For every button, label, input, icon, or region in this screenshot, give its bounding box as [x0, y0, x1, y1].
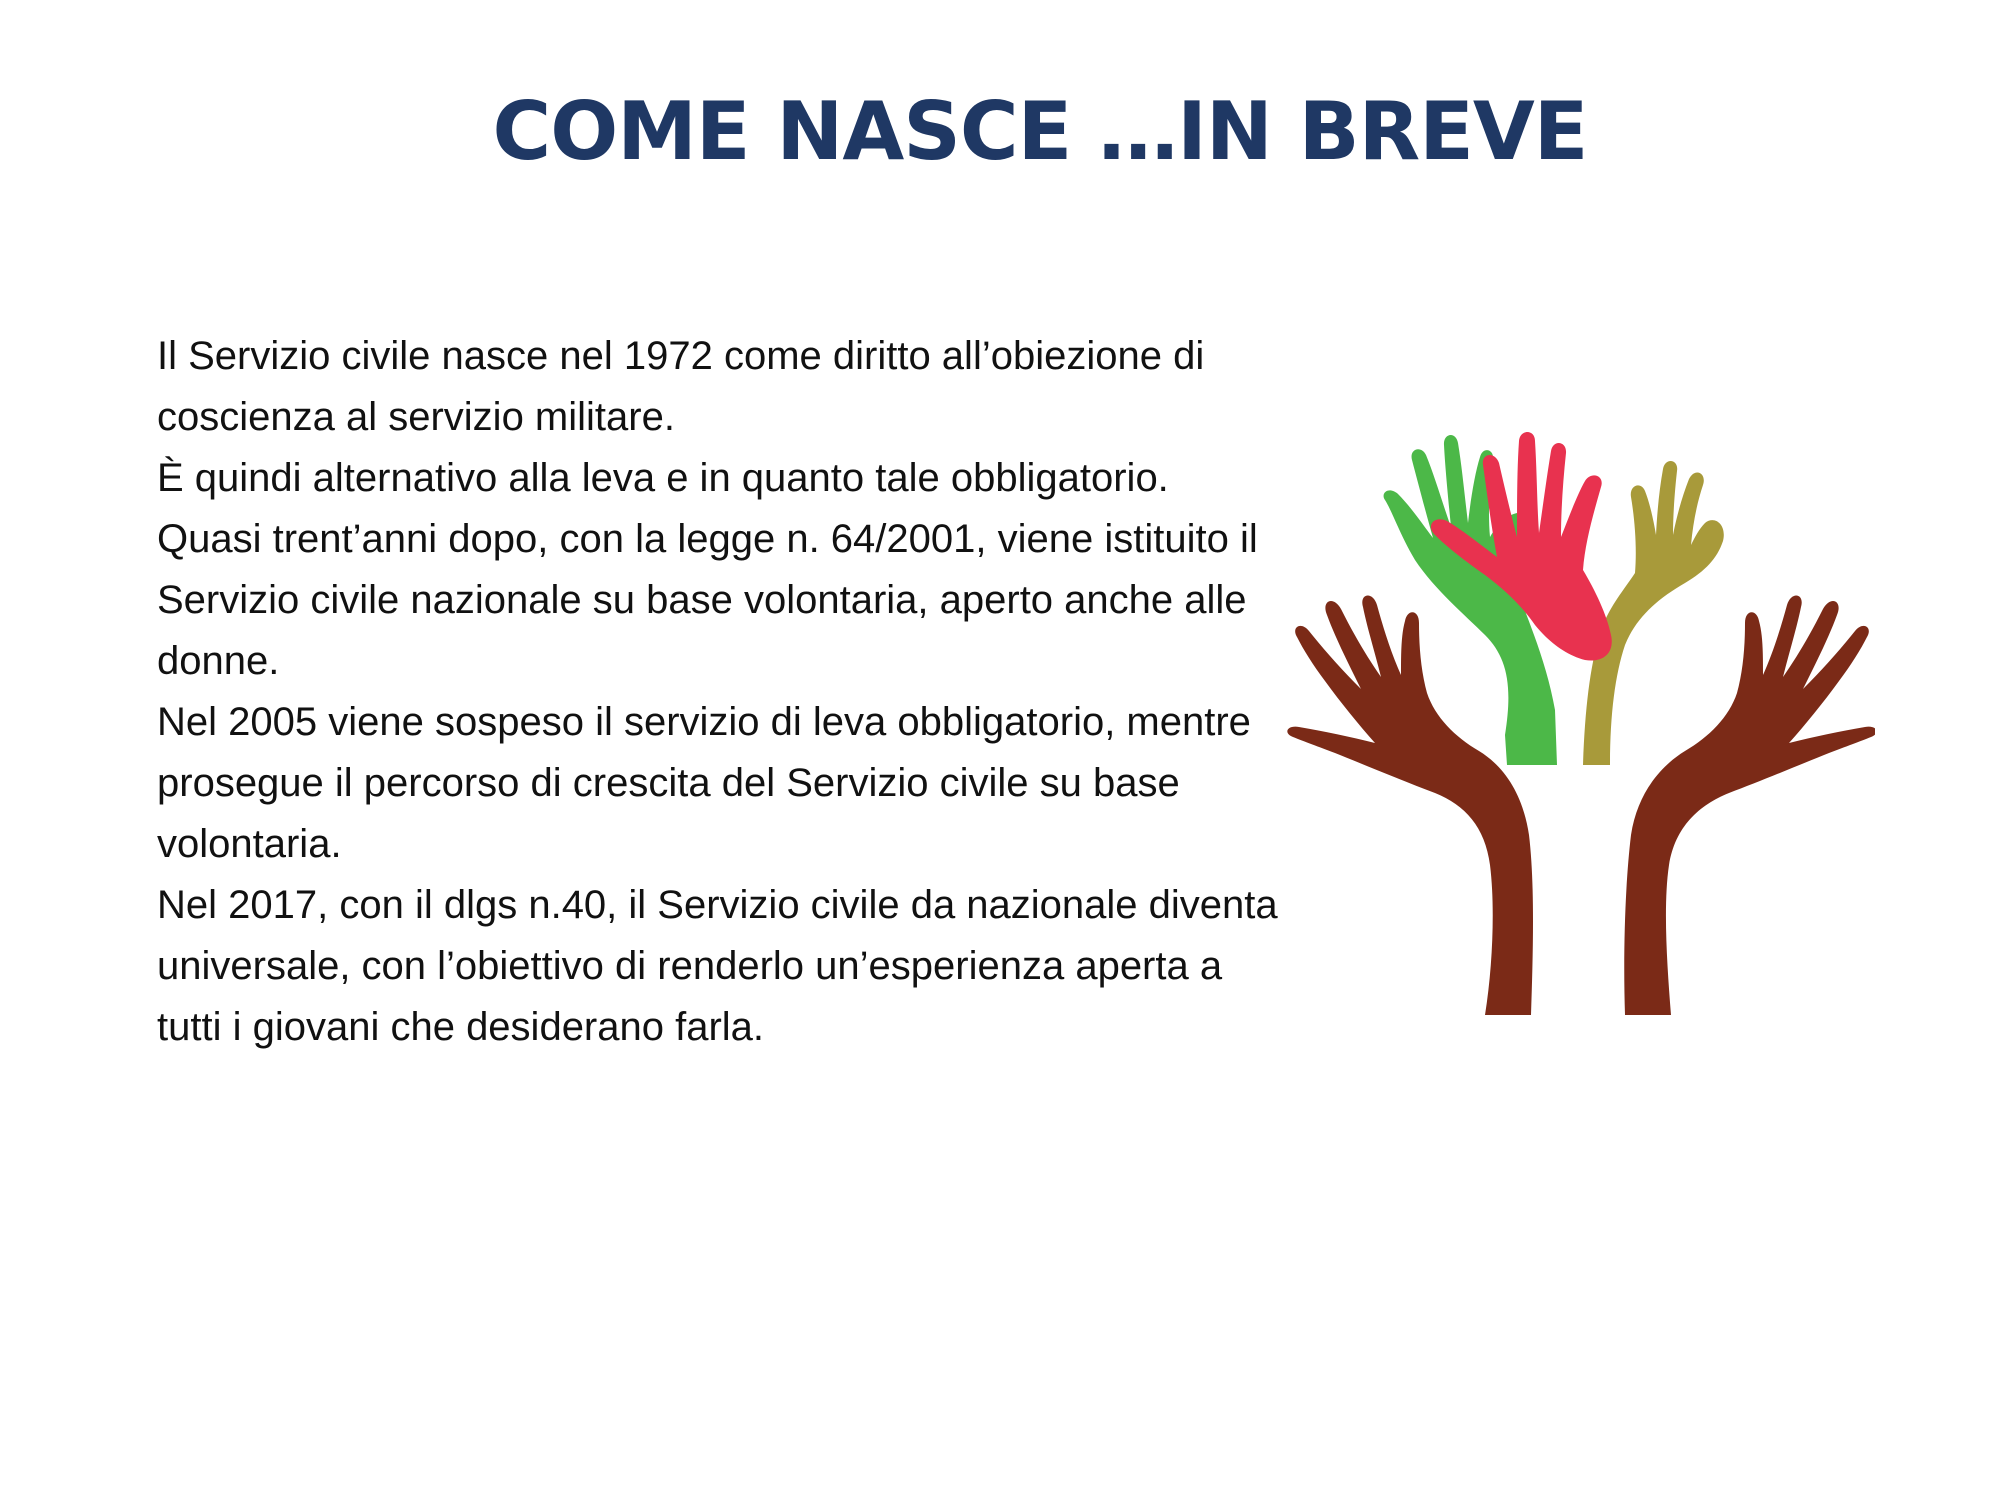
- brown-right-hand-icon: [1624, 595, 1875, 1015]
- paragraph-1972: Il Servizio civile nasce nel 1972 come diritto all’obiezione di coscienza al servizio militare.: [157, 334, 1205, 439]
- slide-body: [157, 326, 1297, 1058]
- paragraph-2005: Nel 2005 viene sospeso il servizio di leva obbligatorio, mentre prosegue il percorso di crescita del Servizio civile su base volontaria.: [157, 700, 1251, 866]
- slide-title: COME NASCE …IN BREVE: [492, 85, 1588, 178]
- brown-left-hand-icon: [1287, 595, 1533, 1015]
- paragraph-2017: Nel 2017, con il dlgs n.40, il Servizio civile da nazionale diventa universale, con l’obiettivo di renderlo un’esperienza aperta a tutti i giovani che desiderano farla.: [157, 883, 1278, 1049]
- paragraph-alternativo: È quindi alternativo alla leva e in quanto tale obbligatorio.: [157, 456, 1169, 500]
- hands-tree-icon: [1285, 365, 1875, 1025]
- paragraph-2001: Quasi trent’anni dopo, con la legge n. 64/2001, viene istituito il Servizio civile nazionale su base volontaria, aperto anche alle donne.: [157, 517, 1258, 683]
